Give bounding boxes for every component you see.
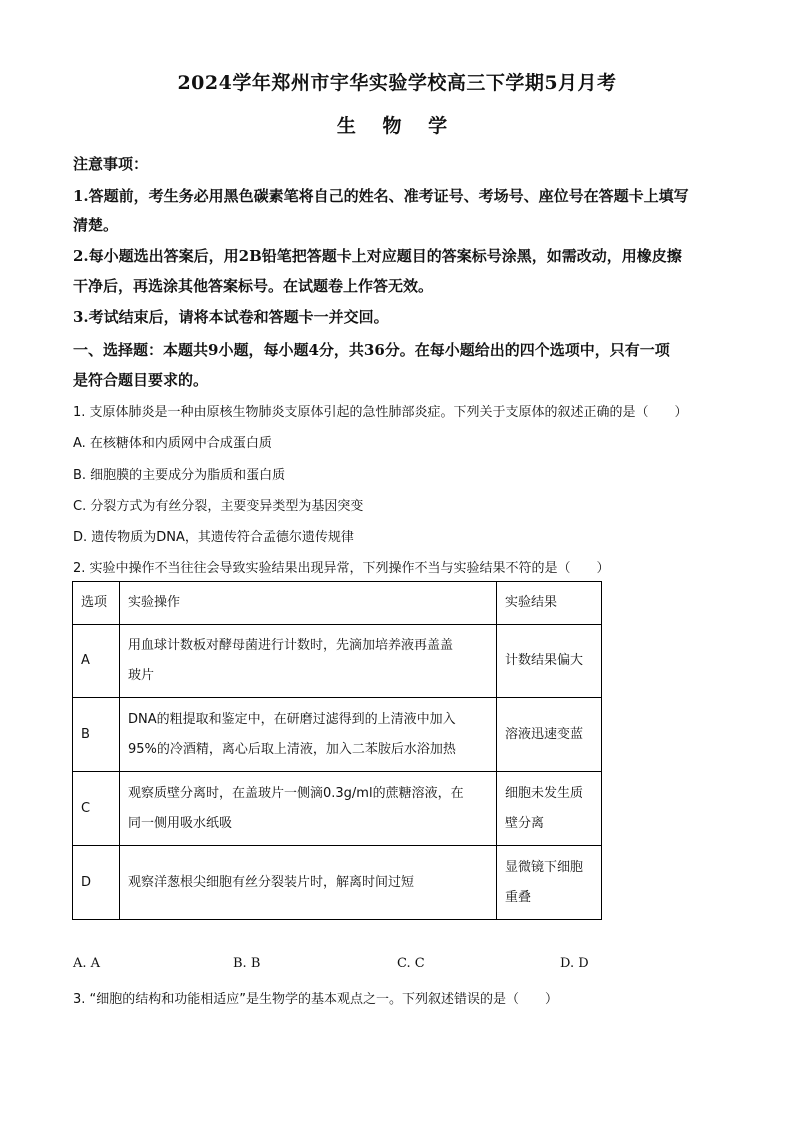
table-row — [73, 698, 602, 772]
row-result — [497, 846, 602, 920]
table-row — [73, 772, 602, 846]
result-line: 壁分离 — [505, 815, 545, 831]
row-option: C — [73, 772, 120, 846]
operation-line: 观察质壁分离时，在盖玻片一侧滴0.3g/ml的蔗糖溶液，在 — [128, 785, 464, 801]
header-option: 选项 — [73, 582, 120, 625]
header-operation: 实验操作 — [120, 582, 497, 625]
table-row — [73, 625, 602, 698]
notice-item-2-line-1: 2.每小题选出答案后，用2B铅笔把答题卡上对应题目的答案标号涂黑，如需改动，用橡皮擦 — [73, 247, 682, 265]
notice-item-3: 3.考试结束后，请将本试卷和答题卡一并交回。 — [73, 308, 389, 326]
result-line: 显微镜下细胞 — [505, 859, 584, 875]
answer-option-c: C. C — [397, 956, 425, 971]
operation-line: 95%的冷酒精，离心后取上清液，加入二苯胺后水浴加热 — [128, 741, 456, 757]
table-header-row — [73, 582, 602, 625]
result-line: 重叠 — [505, 889, 532, 905]
row-operation — [120, 625, 497, 698]
question-1-option-b: B. 细胞膜的主要成分为脂质和蛋白质 — [73, 468, 286, 483]
question-1-option-c: C. 分裂方式为有丝分裂，主要变异类型为基因突变 — [73, 499, 364, 514]
question-2-stem: 2. 实验中操作不当往往会导致实验结果出现异常，下列操作不当与实验结果不符的是（ ） — [73, 561, 610, 576]
exam-title: 2024学年郑州市宇华实验学校高三下学期5月月考 — [177, 72, 617, 94]
result-line: 计数结果偏大 — [505, 653, 584, 668]
question-2-answer-options — [73, 956, 593, 976]
operation-line: 同一侧用吸水纸吸 — [128, 815, 233, 831]
result-line: 细胞未发生质 — [505, 785, 584, 801]
operation-line: 用血球计数板对酵母菌进行计数时，先滴加培养液再盖盖 — [128, 638, 454, 653]
question-1-option-a: A. 在核糖体和内质网中合成蛋白质 — [73, 436, 272, 451]
result-line: 溶液迅速变蓝 — [505, 726, 584, 742]
question-1-option-d: D. 遗传物质为DNA，其遗传符合孟德尔遗传规律 — [73, 530, 354, 545]
row-operation — [120, 698, 497, 772]
notice-item-1-line-1: 1.答题前，考生务必用黑色碳素笔将自己的姓名、准考证号、考场号、座位号在答题卡上填写 — [73, 187, 689, 205]
row-operation — [120, 772, 497, 846]
answer-option-b: B. B — [233, 956, 261, 971]
notice-item-1-line-2: 清楚。 — [73, 216, 119, 234]
operation-line: DNA的粗提取和鉴定中，在研磨过滤得到的上清液中加入 — [128, 711, 456, 727]
experiment-table — [72, 581, 602, 920]
row-result — [497, 698, 602, 772]
notice-heading: 注意事项： — [73, 155, 149, 173]
question-3-stem: 3. “细胞的结构和功能相适应”是生物学的基本观点之一。下列叙述错误的是（ ） — [73, 992, 559, 1007]
operation-line: 观察洋葱根尖细胞有丝分裂装片时，解离时间过短 — [128, 874, 415, 890]
answer-option-a: A. A — [73, 956, 101, 971]
section-1-heading-line-2: 是符合题目要求的。 — [73, 371, 209, 389]
row-result — [497, 625, 602, 698]
header-result: 实验结果 — [497, 582, 602, 625]
row-option: D — [73, 846, 120, 920]
exam-subject: 生 物 学 — [336, 115, 458, 137]
row-operation — [120, 846, 497, 920]
notice-item-2-line-2: 干净后，再选涂其他答案标号。在试题卷上作答无效。 — [73, 277, 434, 295]
row-result — [497, 772, 602, 846]
section-1-heading-line-1: 一、选择题：本题共9小题，每小题4分，共36分。在每小题给出的四个选项中，只有一项 — [73, 341, 670, 359]
table-row — [73, 846, 602, 920]
row-option: B — [73, 698, 120, 772]
answer-option-d: D. D — [560, 956, 589, 971]
operation-line: 玻片 — [128, 668, 155, 683]
row-option: A — [73, 625, 120, 698]
question-1-stem: 1. 支原体肺炎是一种由原核生物肺炎支原体引起的急性肺部炎症。下列关于支原体的叙述正确的是（ ） — [73, 405, 688, 420]
